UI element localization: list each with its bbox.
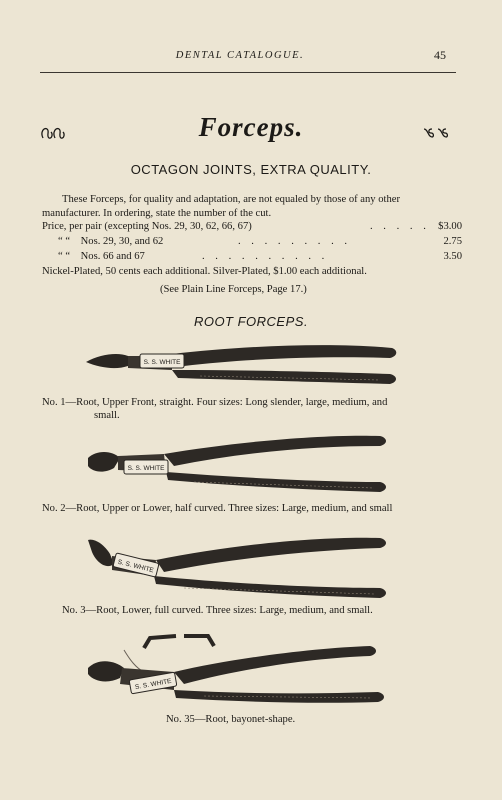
price-value: 2.75 [443, 236, 462, 247]
header-rule [40, 72, 456, 73]
price-value: $3.00 [438, 221, 462, 232]
right-ornament-icon [422, 126, 450, 145]
page-number: 45 [434, 48, 446, 62]
page-title: Forceps. [198, 112, 304, 142]
figure-35-caption: No. 35—Root, bayonet-shape. [166, 714, 296, 725]
price-leaders: . . . . . . . . . [238, 236, 352, 247]
price-desc: Nos. 66 and 67 [80, 251, 145, 262]
section-heading: ROOT FORCEPS. [193, 314, 309, 329]
price-leaders: . . . . . . . . . . [202, 251, 329, 262]
ditto-mark: “ “ [57, 236, 71, 247]
subtitle: OCTAGON JOINTS, EXTRA QUALITY. [130, 162, 372, 177]
maker-stamp: S. S. WHITE [116, 558, 155, 575]
forceps-no-35-illustration [84, 628, 390, 714]
plating-note: Nickel-Plated, 50 cents each additional. Silver-Plated, $1.00 each additional. [42, 266, 367, 277]
maker-stamp: S. S. WHITE [127, 465, 165, 472]
figure-2-caption: No. 2—Root, Upper or Lower, half curved. Three sizes: Large, medium, and small [42, 503, 393, 514]
forceps-no-3-illustration [84, 530, 390, 602]
figure-1-caption-continued: small. [94, 410, 120, 421]
ditto-mark: “ “ [57, 251, 71, 262]
price-leaders: . . . . . [370, 221, 430, 232]
price-value: 3.50 [443, 251, 462, 262]
price-desc: Price, per pair (excepting Nos. 29, 30, 62, 66, 67) [42, 221, 252, 232]
intro-line-2: manufacturer. In ordering, state the number of the cut. [42, 208, 272, 219]
figure-3-caption: No. 3—Root, Lower, full curved. Three sizes: Large, medium, and small. [62, 605, 373, 616]
forceps-no-2-illustration [84, 428, 390, 498]
intro-line-1: These Forceps, for quality and adaptation, are not equaled by those of any other [62, 194, 401, 205]
price-desc: Nos. 29, 30, and 62 [80, 236, 164, 247]
maker-stamp: S. S. WHITE [134, 677, 173, 692]
forceps-no-1-illustration [80, 336, 400, 394]
figure-1-caption: No. 1—Root, Upper Front, straight. Four sizes: Long slender, large, medium, and [42, 397, 388, 408]
running-title: DENTAL CATALOGUE. [175, 50, 305, 61]
price-row [42, 251, 462, 264]
see-also-note: (See Plain Line Forceps, Page 17.) [160, 284, 307, 295]
price-row [42, 236, 462, 249]
price-row [42, 221, 462, 234]
maker-stamp: S. S. WHITE [143, 359, 181, 366]
